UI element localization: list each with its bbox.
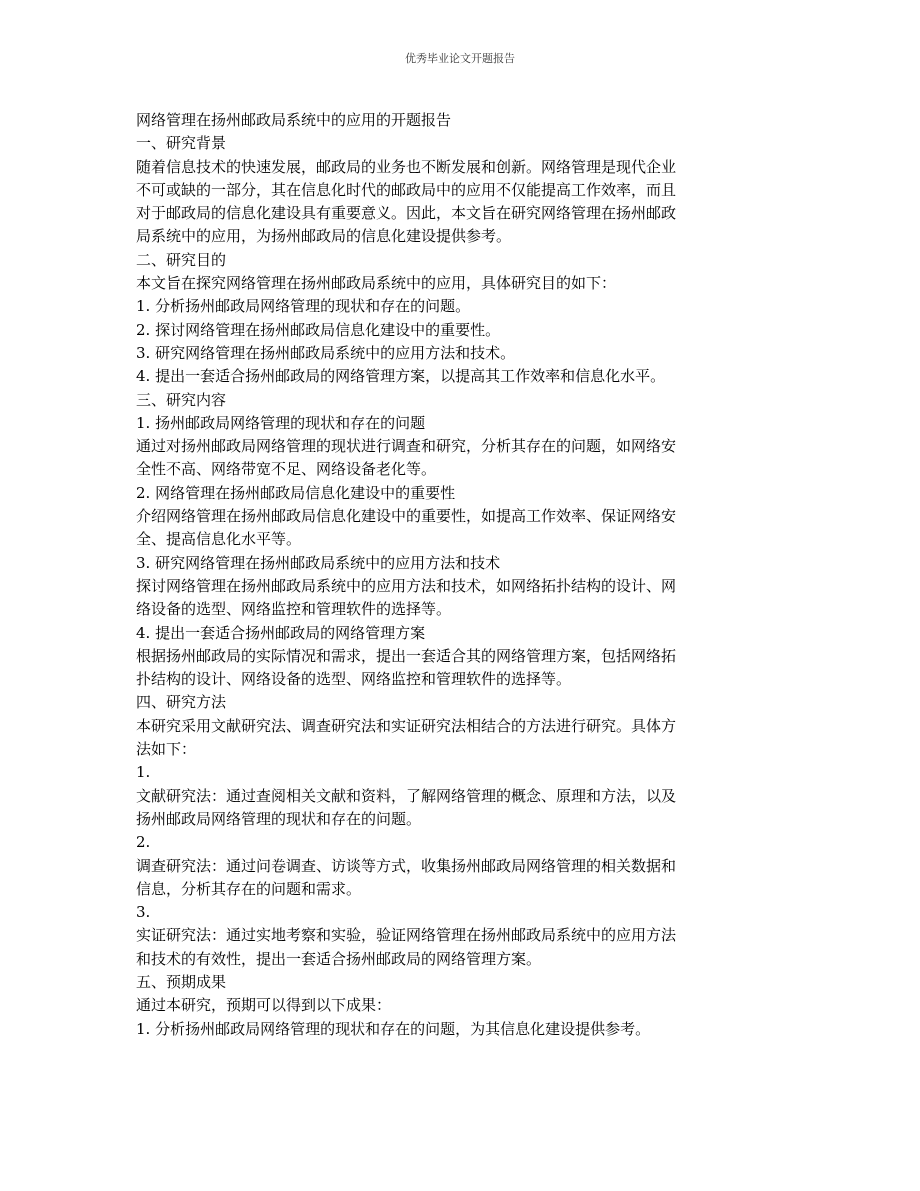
text-line: 扑结构的设计、网络设备的选型、网络监控和管理软件的选择等。 xyxy=(136,670,572,689)
document-body xyxy=(136,109,786,1041)
text-line: 1. xyxy=(136,763,151,782)
text-line: 2. 探讨网络管理在扬州邮政局信息化建设中的重要性。 xyxy=(136,320,501,339)
text-line: 二、研究目的 xyxy=(136,250,227,269)
text-line: 根据扬州邮政局的实际情况和需求，提出一套适合其的网络管理方案，包括网络拓 xyxy=(136,646,677,665)
text-line: 4. 提出一套适合扬州邮政局的网络管理方案 xyxy=(136,623,426,642)
text-line: 络设备的选型、网络监控和管理软件的选择等。 xyxy=(136,600,452,619)
text-line: 不可或缺的一部分，其在信息化时代的邮政局中的应用不仅能提高工作效率，而且 xyxy=(136,180,677,199)
text-line: 2. 网络管理在扬州邮政局信息化建设中的重要性 xyxy=(136,483,456,502)
text-line: 1. 扬州邮政局网络管理的现状和存在的问题 xyxy=(136,413,426,432)
text-line: 通过对扬州邮政局网络管理的现状进行调查和研究，分析其存在的问题，如网络安 xyxy=(136,437,677,456)
text-line: 四、研究方法 xyxy=(136,693,227,712)
text-line: 全性不高、网络带宽不足、网络设备老化等。 xyxy=(136,460,437,479)
text-line: 和技术的有效性，提出一套适合扬州邮政局的网络管理方案。 xyxy=(136,949,542,968)
text-line: 2. xyxy=(136,833,151,852)
text-line: 一、研究背景 xyxy=(136,134,227,153)
text-line: 全、提高信息化水平等。 xyxy=(136,530,302,549)
text-line: 随着信息技术的快速发展，邮政局的业务也不断发展和创新。网络管理是现代企业 xyxy=(136,157,677,176)
text-line: 调查研究法：通过问卷调查、访谈等方式，收集扬州邮政局网络管理的相关数据和 xyxy=(136,856,677,875)
text-line: 三、研究内容 xyxy=(136,390,227,409)
document-title: 网络管理在扬州邮政局系统中的应用的开题报告 xyxy=(136,111,452,129)
text-line: 信息，分析其存在的问题和需求。 xyxy=(136,879,362,898)
text-line: 本文旨在探究网络管理在扬州邮政局系统中的应用，具体研究目的如下： xyxy=(136,274,617,293)
text-line: 对于邮政局的信息化建设具有重要意义。因此，本文旨在研究网络管理在扬州邮政 xyxy=(136,204,677,223)
text-line: 3. 研究网络管理在扬州邮政局系统中的应用方法和技术 xyxy=(136,553,501,572)
text-line: 介绍网络管理在扬州邮政局信息化建设中的重要性，如提高工作效率、保证网络安 xyxy=(136,507,677,526)
page-header: 优秀毕业论文开题报告 xyxy=(405,52,515,65)
document-lines xyxy=(136,132,786,1041)
text-line: 五、预期成果 xyxy=(136,972,227,991)
text-line: 本研究采用文献研究法、调查研究法和实证研究法相结合的方法进行研究。具体方 xyxy=(136,716,677,735)
text-line: 3. xyxy=(136,903,151,922)
text-line: 3. 研究网络管理在扬州邮政局系统中的应用方法和技术。 xyxy=(136,343,516,362)
text-line: 扬州邮政局网络管理的现状和存在的问题。 xyxy=(136,809,422,828)
text-line: 局系统中的应用，为扬州邮政局的信息化建设提供参考。 xyxy=(136,227,512,246)
text-line: 法如下： xyxy=(136,740,197,759)
text-line: 1. 分析扬州邮政局网络管理的现状和存在的问题，为其信息化建设提供参考。 xyxy=(136,1019,651,1038)
text-line: 4. 提出一套适合扬州邮政局的网络管理方案，以提高其工作效率和信息化水平。 xyxy=(136,367,666,386)
text-line: 实证研究法：通过实地考察和实验，验证网络管理在扬州邮政局系统中的应用方法 xyxy=(136,926,677,945)
text-line: 1. 分析扬州邮政局网络管理的现状和存在的问题。 xyxy=(136,297,471,316)
text-line: 探讨网络管理在扬州邮政局系统中的应用方法和技术，如网络拓扑结构的设计、网 xyxy=(136,576,677,595)
text-line: 文献研究法：通过查阅相关文献和资料，了解网络管理的概念、原理和方法，以及 xyxy=(136,786,677,805)
text-line: 通过本研究，预期可以得到以下成果： xyxy=(136,996,392,1015)
